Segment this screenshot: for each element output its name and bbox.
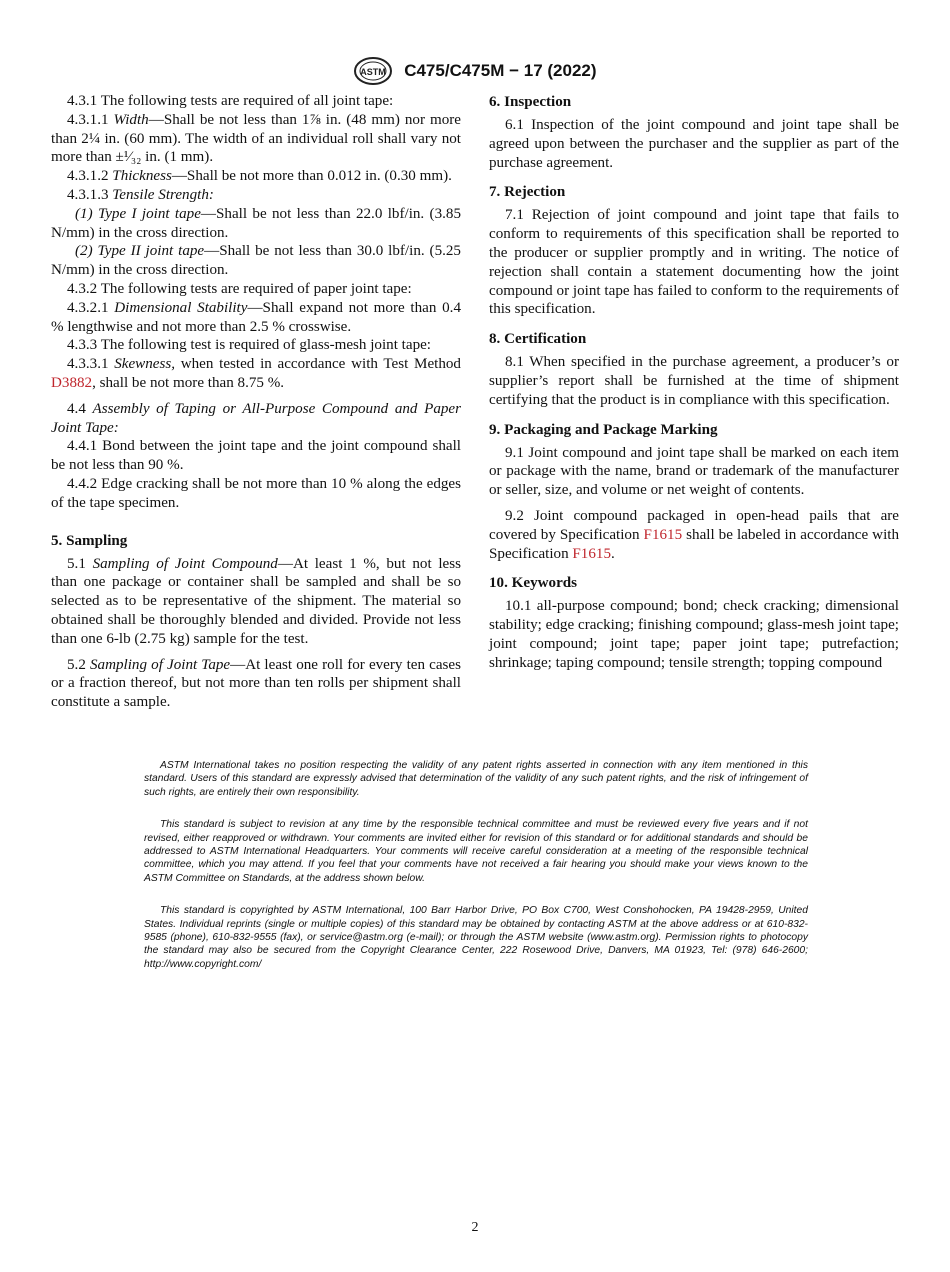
footer-notice	[144, 759, 808, 990]
paragraph-4-3-1-3: 4.3.1.3 Tensile Strength:	[67, 186, 214, 203]
paragraph-8-1: 8.1 When specified in the purchase agreement, a producer’s or supplier’s report shall be furnished at the time of shipment certifying that the product is in compliance with this specification.	[489, 354, 899, 408]
copyright-notice: This standard is copyrighted by ASTM International, 100 Barr Harbor Drive, PO Box C700, West Conshohocken, PA 19428-2959, United States. Individual reprints (single or multiple copies) of this standard may be obtained by contacting ASTM at the above address or at 610-832-9585 (phone), 610-832-9555 (fax), or service@astm.org (e-mail); or through the ASTM website (www.astm.org). Permission rights to photocopy the standard may also be secured from the Copyright Clearance Center, 222 Rosewood Drive, Danvers, MA 01923, Tel: (978) 646-2600; http://www.copyright.com/	[144, 905, 808, 970]
paragraph-4-3-2: 4.3.2 The following tests are required of paper joint tape:	[67, 280, 412, 297]
paragraph-4-3-3-1: 4.3.3.1 Skewness, when tested in accordance with Test Method D3882, shall be not more than 8.75 %.	[51, 356, 461, 391]
reference-link-d3882[interactable]: D3882	[51, 374, 93, 391]
paragraph-7-1: 7.1 Rejection of joint compound and joint tape that fails to conform to requirements of this specification shall be reported to the producer or supplier promptly and in writing. The notice of rejection shall contain a statement documenting how the joint compound or joint tape has failed to conform to the requirements of this specification.	[489, 207, 899, 318]
paragraph-5-1: 5.1 Sampling of Joint Compound—At least 1 %, but not less than one package or container shall be sampled and shall be so selected as to be representative of the shipment. The material so obtained shall be thoroughly blended and divided. Provide not less than one 6-lb (2.75 kg) sample for the test.	[51, 555, 461, 647]
document-designation: C475/C475M − 17 (2022)	[404, 61, 597, 80]
left-column	[51, 92, 461, 712]
revision-notice: This standard is subject to revision at any time by the responsible technical committee and must be reviewed every five years and if not revised, either reapproved or withdrawn. Your comments are invited either for revision of this standard or for additional standards and should be addressed to ASTM International Headquarters. Your comments will receive careful consideration at a meeting of the responsible technical committee, which you may attend. If you feel that your comments have not received a fair hearing you should make your views known to the ASTM Committee on Standards, at the address shown below.	[144, 819, 808, 884]
section-heading-certification: 8. Certification	[489, 331, 587, 348]
paragraph-4-4-2: 4.4.2 Edge cracking shall be not more than 10 % along the edges of the tape specimen.	[51, 475, 461, 511]
paragraph-4-4: 4.4 Assembly of Taping or All-Purpose Compound and Paper Joint Tape:	[51, 400, 461, 436]
section-heading-inspection: 6. Inspection	[489, 94, 572, 110]
paragraph-4-3-3: 4.3.3 The following test is required of glass-mesh joint tape:	[67, 337, 432, 354]
reference-link-f1615[interactable]: F1615	[572, 545, 611, 562]
paragraph-4-3-1: 4.3.1 The following tests are required of all joint tape:	[67, 93, 394, 109]
paragraph-4-3-2-1: 4.3.2.1 Dimensional Stability—Shall expand not more than 0.4 % lengthwise and not more than 2.5 % crosswise.	[51, 299, 461, 335]
paragraph-4-3-1-2: 4.3.1.2 Thickness—Shall be not more than 0.012 in. (0.30 mm).	[67, 168, 452, 185]
page-number: 2	[471, 1220, 479, 1235]
section-heading-rejection: 7. Rejection	[489, 184, 566, 201]
paragraph-9-1: 9.1 Joint compound and joint tape shall be marked on each item or package with the name, brand or trademark of the manufacturer or seller, size, and volume or net weight of contents.	[489, 444, 899, 499]
paragraph-4-3-1-1: 4.3.1.1 Width—Shall be not less than 1⅞ in. (48 mm) nor more than 2¼ in. (60 mm). The width of an individual roll shall vary not more than ±¹⁄₃₂ in. (1 mm).	[51, 111, 461, 166]
paragraph-9-2: 9.2 Joint compound packaged in open-head pails that are covered by Specification F1615 shall be labeled in accordance with Specification F1615.	[489, 507, 899, 562]
paragraph-type-2: (2) Type II joint tape—Shall be not less than 30.0 lbf/in. (5.25 N/mm) in the cross direction.	[51, 243, 461, 279]
reference-link-f1615[interactable]: F1615	[643, 526, 683, 543]
section-heading-sampling: 5. Sampling	[51, 532, 128, 549]
section-heading-packaging: 9. Packaging and Package Marking	[489, 421, 718, 438]
patent-notice: ASTM International takes no position respecting the validity of any patent rights asserted in connection with any item mentioned in this standard. Users of this standard are expressly advised that determination of the validity of any such patent rights, and the risk of infringement of such rights, are entirely their own responsibility.	[144, 760, 808, 798]
paragraph-10-1: 10.1 all-purpose compound; bond; check cracking; dimensional stability; edge cracking; finishing compound; glass-mesh joint tape; joint compound; joint tape; paper joint tape; putrefaction; shrinkage; taping compound; tensile strength; topping compound	[489, 598, 899, 671]
svg-text:ASTM: ASTM	[360, 67, 387, 77]
right-column	[489, 92, 899, 673]
paragraph-4-4-1: 4.4.1 Bond between the joint tape and the joint compound shall be not less than 90 %.	[51, 438, 461, 474]
paragraph-6-1: 6.1 Inspection of the joint compound and joint tape shall be agreed upon between the purchaser and the supplier as part of the purchase agreement.	[489, 117, 899, 171]
section-heading-keywords: 10. Keywords	[489, 575, 578, 592]
paragraph-5-2: 5.2 Sampling of Joint Tape—At least one roll for every ten cases or a fraction thereof, but not more than ten rolls per shipment shall constitute a sample.	[51, 656, 461, 711]
page-header	[0, 56, 950, 86]
astm-logo-icon	[353, 56, 393, 86]
paragraph-type-1: (1) Type I joint tape—Shall be not less than 22.0 lbf/in. (3.85 N/mm) in the cross direction.	[51, 205, 461, 241]
